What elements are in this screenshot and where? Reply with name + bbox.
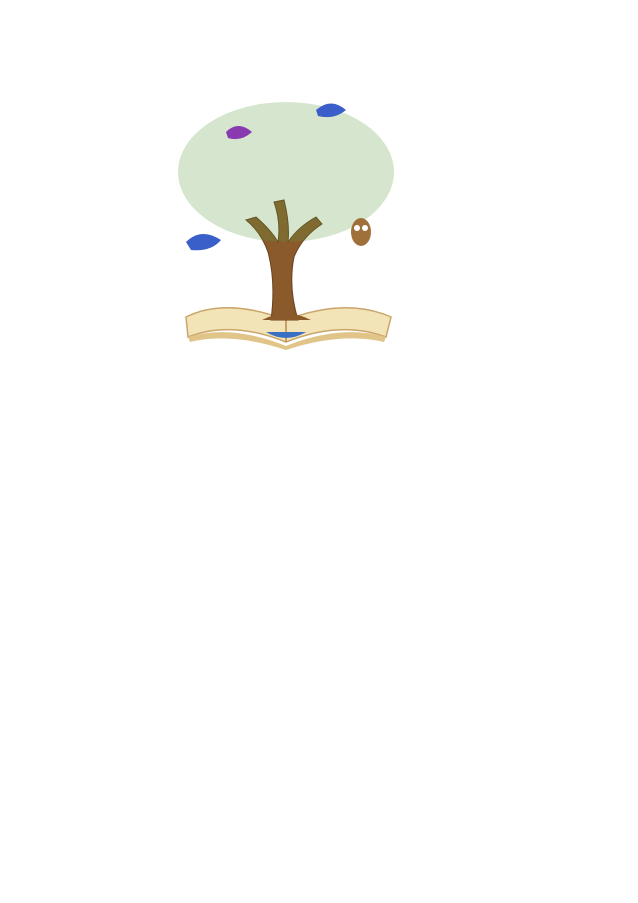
floral-border-right — [588, 40, 638, 855]
tree-book-illustration — [166, 92, 406, 352]
floral-border-bottom — [0, 850, 638, 898]
floral-border-top — [0, 0, 638, 48]
